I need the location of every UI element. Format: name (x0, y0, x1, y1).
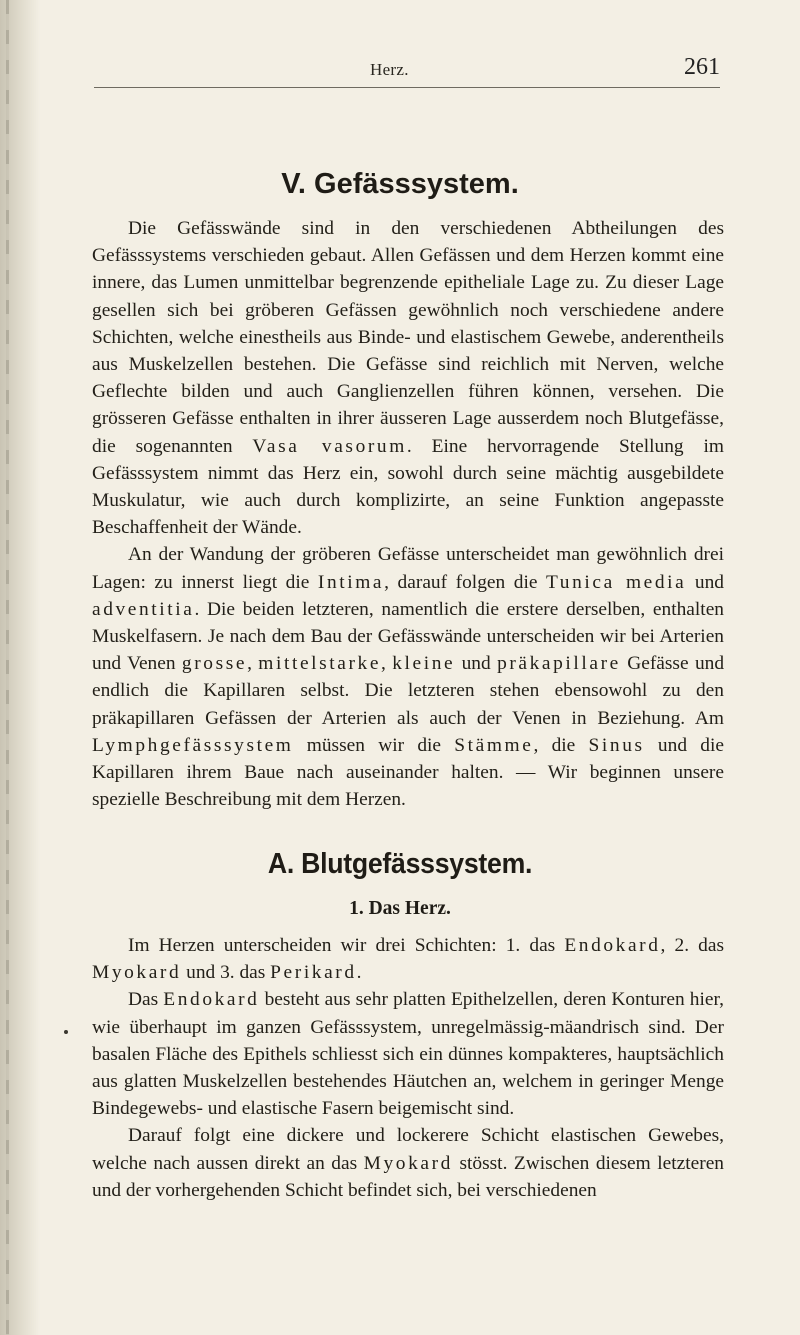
text-run: . Eine hervorragende Stellung im Gefässsystem nimmt das Herz ein, sowohl durch seine mächtig ausgebildete Muskulatur, wie auch durch komplizirte, an seine Funktion angepasste Beschaffenheit der Wände. (92, 435, 724, 539)
text-run: Die Gefässwände sind in den verschiedenen Abtheilungen des Gefässsystems verschieden gebaut. Allen Gefässen und dem Herzen kommt eine innere, das Lumen unmittelbar begrenzende epitheliale Lage zu. Zu dieser Lage gesellen sich bei gröberen Gefässen gewöhnlich noch verschiedene andere Schichten, welche einestheils aus Binde- und elastischem Gewebe, anderentheils aus Muskelzellen bestehen. Die Gefässe sind reichlich mit Nerven, welche Geflechte bilden und auch Ganglienzellen führen können, versehen. Die grösseren Gefässe enthalten in ihrer äusseren Lage ausserdem noch Blutgefässe, die sogenannten (92, 218, 724, 457)
text-run: An der Wandung der gröberen Gefässe unterscheidet man gewöhnlich drei Lagen: zu innerst liegt die (92, 544, 724, 593)
spaced-term: mittelstarke (258, 653, 382, 675)
spaced-term: Endokard (564, 935, 661, 956)
paragraph (92, 932, 724, 986)
text-run: , 2. das (660, 935, 724, 956)
margin-mark (64, 1030, 68, 1034)
paragraph (92, 986, 724, 1122)
text-run: , (381, 653, 393, 675)
paragraph (92, 541, 724, 813)
text-run: Darauf folgt eine dickere und lockerere Schicht elastischen Gewebes, welche nach aussen direkt an das (92, 1125, 724, 1174)
intro-text (92, 215, 724, 813)
text-run: . (356, 962, 362, 984)
spaced-term: grosse (181, 653, 248, 675)
text-run: und (686, 571, 724, 593)
spaced-term: Myokard (92, 962, 182, 984)
running-head (94, 54, 720, 90)
spaced-term: präkapillare (497, 653, 621, 675)
header-rule (94, 87, 720, 88)
text-run: und (455, 653, 498, 675)
text-run: stösst. Zwischen diesem letzteren und der vorhergehenden Schicht befindet sich, bei verschiedenen (92, 1152, 724, 1201)
paragraph (92, 1122, 724, 1204)
section-title: A. Blutgefässsystem. (267, 848, 533, 880)
spaced-term: adventitia (92, 598, 195, 620)
text-run: und die Kapillaren ihrem Baue nach auseinander halten. — Wir beginnen unsere spezielle Beschreibung mit dem Herzen. (92, 734, 724, 811)
subsection-title: 1. Das Herz. (349, 898, 451, 919)
page-number: 261 (684, 54, 720, 80)
text-run: , die (533, 734, 589, 756)
spaced-term: Vasa vasorum (252, 435, 407, 457)
text-run: Das (128, 989, 164, 1011)
text-run: . Die beiden letzteren, namentlich die erstere derselben, enthalten Muskelfasern. Je nach dem Bau der Gefässwände unterscheiden wir bei Arterien und Venen (92, 598, 724, 675)
text-run: , darauf folgen die (384, 571, 547, 593)
running-head-title: Herz. (370, 60, 409, 79)
spaced-term: Myokard (363, 1152, 453, 1174)
paragraph (92, 215, 724, 541)
spaced-term: Tunica media (546, 571, 687, 593)
text-run: , (247, 653, 259, 675)
spaced-term: Endokard (163, 989, 260, 1011)
text-run: Gefässe und endlich die Kapillaren selbst. Die letzteren stehen ebensowohl zu den präkapillaren Gefässen der Arterien als auch der Venen in Beziehung. Am (92, 653, 725, 729)
text-run: müssen wir die (293, 734, 455, 756)
chapter-title: V. Gefässsystem. (281, 168, 519, 200)
spaced-term: kleine (392, 653, 456, 675)
text-run: besteht aus sehr platten Epithelzellen, deren Konturen hier, wie überhaupt im ganzen Gefässsystem, unregelmässig-mäandrisch sind. Der basalen Fläche des Epithels schliesst sich ein dünnes kompakteres, hauptsächlich aus glatten Muskelzellen bestehendes Häutchen an, welchem in geringer Menge Bindegewebs- und elastische Fasern beigemischt sind. (92, 989, 724, 1120)
spaced-term: Lymphgefässsystem (92, 734, 294, 756)
spaced-term: Intima (317, 571, 385, 593)
herz-text (92, 932, 724, 1204)
spaced-term: Perikard (270, 962, 357, 984)
spaced-term: Sinus (588, 734, 645, 756)
spaced-term: Stämme (454, 734, 534, 756)
text-run: und 3. das (181, 962, 271, 984)
text-run: Im Herzen unterscheiden wir drei Schichten: 1. das (128, 935, 565, 956)
